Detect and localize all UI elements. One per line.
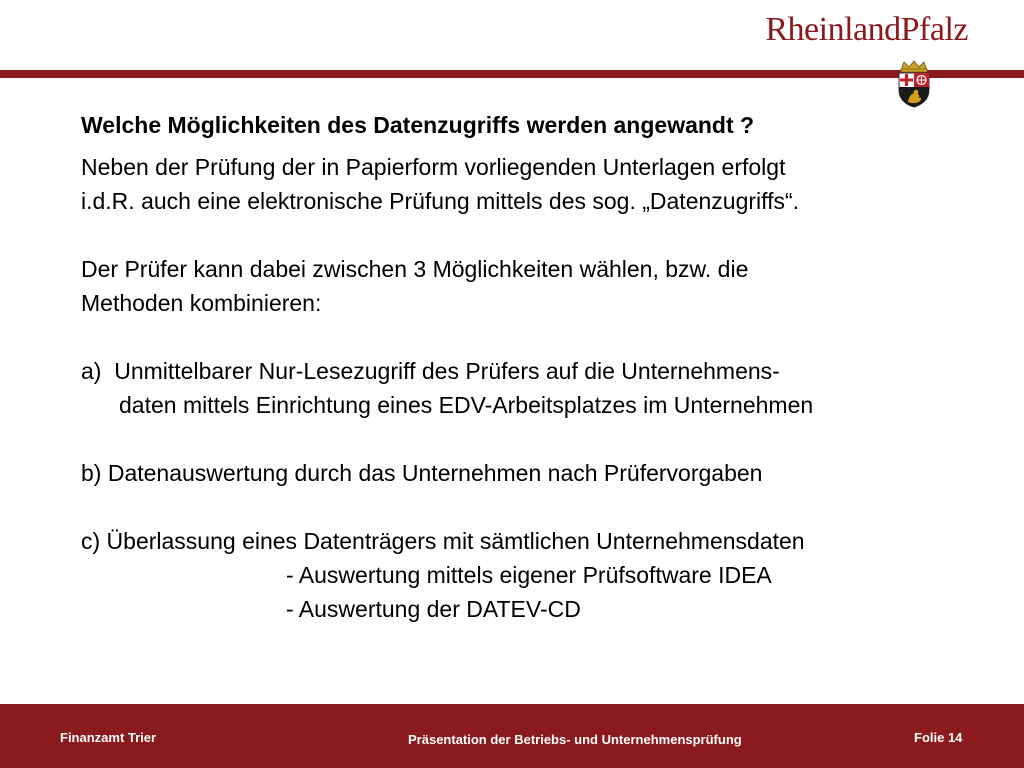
choice-line-2: Methoden kombinieren: bbox=[81, 290, 322, 316]
intro-line-1: Neben der Prüfung der in Papierform vorliegenden Unterlagen erfolgt bbox=[81, 154, 786, 180]
choice-line-1: Der Prüfer kann dabei zwischen 3 Möglichkeiten wählen, bzw. die bbox=[81, 256, 749, 282]
intro-line-2: i.d.R. auch eine elektronische Prüfung mittels des sog. „Datenzugriffs“. bbox=[81, 188, 800, 214]
footer-slide-number: Folie 14 bbox=[914, 730, 963, 745]
item-b: b) Datenauswertung durch das Unternehmen nach Prüfervorgaben bbox=[81, 460, 763, 486]
item-c-sub-2: - Auswertung der DATEV-CD bbox=[286, 596, 581, 622]
footer-office: Finanzamt Trier bbox=[60, 730, 157, 745]
brand-logo-text: RheinlandPfalz bbox=[765, 11, 968, 48]
item-c-sub-1: - Auswertung mittels eigener Prüfsoftware IDEA bbox=[286, 562, 772, 588]
item-c: c) Überlassung eines Datenträgers mit sämtlichen Unternehmensdaten bbox=[81, 528, 805, 554]
slide-heading: Welche Möglichkeiten des Datenzugriffs werden angewandt ? bbox=[81, 112, 755, 138]
footer-presentation-title: Präsentation der Betriebs- und Unternehmensprüfung bbox=[408, 732, 742, 747]
slide-content bbox=[81, 110, 1001, 626]
coat-of-arms-icon bbox=[895, 60, 933, 108]
item-a-line-1: a) Unmittelbarer Nur-Lesezugriff des Prüfers auf die Unternehmens- bbox=[81, 358, 780, 384]
item-a-line-2: daten mittels Einrichtung eines EDV-Arbeitsplatzes im Unternehmen bbox=[119, 392, 814, 418]
header-divider-bar bbox=[0, 70, 1024, 78]
footer-bar bbox=[0, 704, 1024, 768]
